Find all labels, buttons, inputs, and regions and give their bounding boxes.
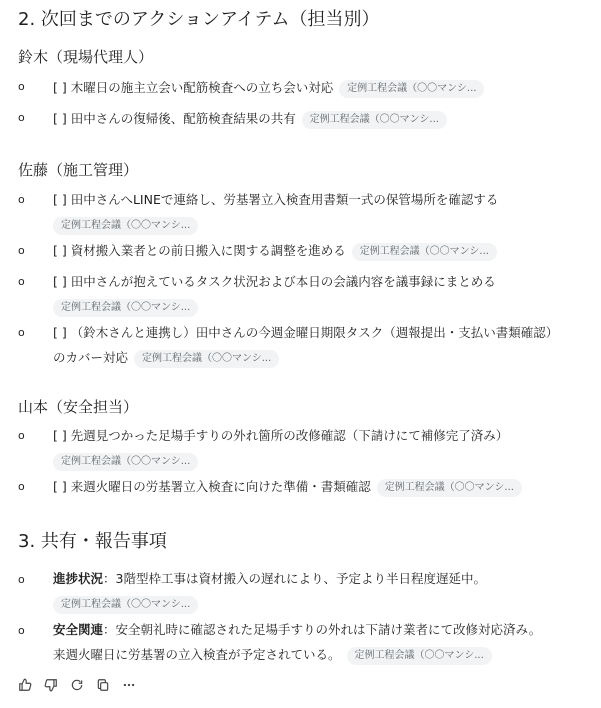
item-text-cont: のカバー対応 xyxy=(53,350,129,365)
thumbs-up-icon[interactable] xyxy=(18,678,32,692)
safety-text: ：安全朝礼時に確認された足場手すりの外れは下請け業者にて改修対応済み。 xyxy=(103,622,542,637)
item-text: [ ] 田中さんの復帰後、配筋検査結果の共有 xyxy=(53,111,296,126)
item-text: [ ] 田中さんへLINEで連絡し、労基署立入検査用書類一式の保管場所を確認する xyxy=(53,192,499,207)
list-item xyxy=(53,566,593,616)
bullet: o xyxy=(18,326,25,339)
refresh-icon[interactable] xyxy=(70,678,84,692)
bullet: o xyxy=(18,429,25,442)
bullet: o xyxy=(18,244,25,257)
source-chip[interactable]: 定例工程会議（〇〇マンシ... xyxy=(53,453,198,471)
source-chip[interactable]: 定例工程会議（〇〇マンシ... xyxy=(377,479,522,497)
list-item xyxy=(53,75,593,100)
more-icon[interactable] xyxy=(122,678,136,692)
bullet: o xyxy=(18,111,25,124)
source-chip[interactable]: 定例工程会議（〇〇マンシ... xyxy=(302,111,447,129)
section-heading-actions: 2. 次回までのアクションアイテム（担当別） xyxy=(18,9,380,30)
list-item xyxy=(53,238,593,263)
response-action-bar xyxy=(18,678,136,692)
source-chip[interactable]: 定例工程会議（〇〇マンシ... xyxy=(53,217,198,235)
section-heading-shared: 3. 共有・報告事項 xyxy=(18,531,167,552)
thumbs-down-icon[interactable] xyxy=(44,678,58,692)
copy-icon[interactable] xyxy=(96,678,110,692)
bullet: o xyxy=(18,80,25,93)
source-chip[interactable]: 定例工程会議（〇〇マンシ... xyxy=(53,596,198,614)
item-text: [ ] 先週見つかった足場手すりの外れ箇所の改修確認（下請けにて補修完了済み） xyxy=(53,428,509,443)
item-text: [ ] 田中さんが抱えているタスク状況および本日の会議内容を議事録にまとめる xyxy=(53,274,496,289)
bullet: o xyxy=(18,275,25,288)
safety-label: 安全関連 xyxy=(53,622,104,637)
item-text: [ ] （鈴木さんと連携し）田中さんの今週金曜日期限タスク（週報提出・支払い書類確認） xyxy=(53,325,559,340)
person-heading-suzuki: 鈴木（現場代理人） xyxy=(18,48,154,66)
person-heading-yamamoto: 山本（安全担当） xyxy=(18,398,139,416)
safety-text-cont: 来週火曜日に労基署の立入検査が予定されている。 xyxy=(53,647,341,662)
source-chip[interactable]: 定例工程会議（〇〇マンシ... xyxy=(352,243,497,261)
list-item xyxy=(53,187,593,237)
list-item xyxy=(53,269,593,319)
list-item xyxy=(53,423,593,473)
list-item xyxy=(53,320,593,370)
source-chip[interactable]: 定例工程会議（〇〇マンシ... xyxy=(347,647,492,665)
list-item xyxy=(53,106,593,131)
source-chip[interactable]: 定例工程会議（〇〇マンシ... xyxy=(134,350,279,368)
bullet: o xyxy=(18,480,25,493)
progress-text: ：3階型枠工事は資材搬入の遅れにより、予定より半日程度遅延中。 xyxy=(103,571,486,586)
person-heading-sato: 佐藤（施工管理） xyxy=(18,161,139,179)
source-chip[interactable]: 定例工程会議（〇〇マンシ... xyxy=(53,299,198,317)
bullet: o xyxy=(18,193,25,206)
bullet: o xyxy=(18,573,25,586)
item-text: [ ] 資材搬入業者との前日搬入に関する調整を進める xyxy=(53,243,346,258)
progress-label: 進捗状況 xyxy=(53,571,104,586)
bullet: o xyxy=(18,624,25,637)
item-text: [ ] 木曜日の施主立会い配筋検査への立ち会い対応 xyxy=(53,80,334,95)
item-text: [ ] 来週火曜日の労基署立入検査に向けた準備・書類確認 xyxy=(53,479,371,494)
list-item xyxy=(53,474,593,499)
source-chip[interactable]: 定例工程会議（〇〇マンシ... xyxy=(339,80,484,98)
list-item xyxy=(53,617,593,667)
